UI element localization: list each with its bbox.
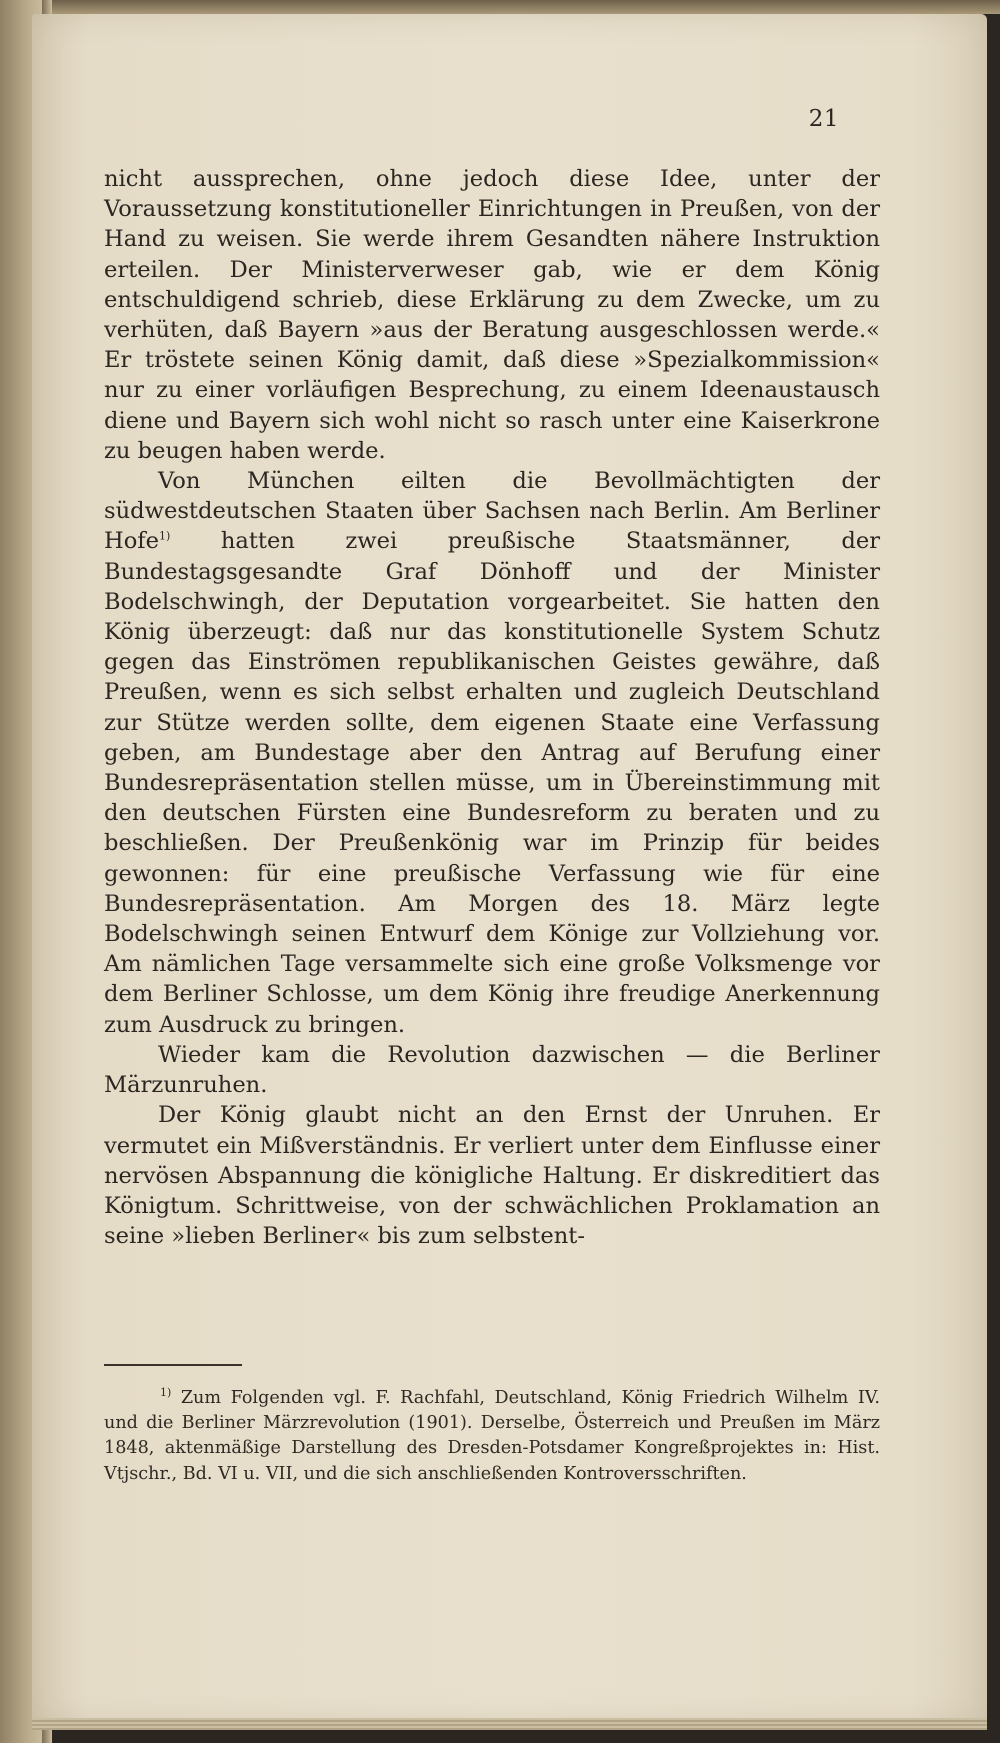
paragraph-2-start: Von München eilten die Bevollmächtigten der südwestdeutschen Staaten über Sachsen nach Berlin. Am Berliner Hofe bbox=[104, 468, 880, 555]
book-bottom-edge bbox=[32, 1718, 987, 1730]
footnote-marker: 1) bbox=[160, 1386, 172, 1400]
footnote-divider bbox=[104, 1364, 242, 1366]
footnote-text: Zum Folgenden vgl. F. Rachfahl, Deutschland, König Friedrich Wilhelm IV. und die Berliner Märzrevolution (1901). Derselbe, Österreich und Preußen im März 1848, aktenmäßige Darstellung des Dresden-Potsdamer Kongreßprojektes in: Hist. Vtjschr., Bd. VI u. VII, und die sich anschließenden Kontroversschriften. bbox=[104, 1388, 880, 1484]
paragraph-4: Der König glaubt nicht an den Ernst der Unruhen. Er vermutet ein Mißverständnis. Er verliert unter dem Einflusse einer nervösen Abspannung die königliche Haltung. Er diskreditiert das Königtum. Schrittweise, von der schwächlichen Proklamation an seine »lieben Berliner« bis zum selbstent- bbox=[104, 1102, 880, 1250]
footnote bbox=[104, 1386, 880, 1487]
paragraph-2-rest: hatten zwei preußische Staatsmänner, der Bundestagsgesandte Graf Dönhoff und der Minister Bodelschwingh, der Deputation vorgearbeitet. Sie hatten den König überzeugt: daß nur das konstitutionelle System Schutz gegen das Einströmen republikanischen Geistes gewähre, daß Preußen, wenn es sich selbst erhalten und zugleich Deutschland zur Stütze werden sollte, dem eigenen Staate eine Verfassung geben, am Bundestage aber den Antrag auf Berufung einer Bundesrepräsentation stellen müsse, um in Übereinstimmung mit den deutschen Fürsten eine Bundesreform zu beraten und zu beschließen. Der Preußenkönig war im Prinzip für beides gewonnen: für eine preußische Verfassung wie für eine Bundesrepräsentation. Am Morgen des 18. März legte Bodelschwingh seinen Entwurf dem Könige zur Vollziehung vor. Am nämlichen Tage versammelte sich eine große Volksmenge vor dem Berliner Schlosse, um dem König ihre freudige Anerkennung zum Ausdruck zu bringen. bbox=[104, 528, 880, 1038]
paragraph-3: Wieder kam die Revolution dazwischen — die Berliner Märzunruhen. bbox=[104, 1041, 880, 1099]
page-number: 21 bbox=[808, 106, 839, 132]
body-text bbox=[104, 164, 880, 1251]
book-top-edge bbox=[0, 0, 1000, 14]
footnote-reference: 1) bbox=[159, 529, 171, 543]
paragraph-1: nicht aussprechen, ohne jedoch diese Idee, unter der Voraussetzung konstitutioneller Einrichtungen in Preußen, von der Hand zu weisen. Sie werde ihrem Gesandten nähere Instruktion erteilen. Der Ministerverweser gab, wie er dem König entschuldigend schrieb, diese Erklärung zu dem Zwecke, um zu verhüten, daß Bayern »aus der Beratung ausgeschlossen werde.« Er tröstete seinen König damit, daß diese »Spezialkommission« nur zu einer vorläufigen Besprechung, zu einem Ideenaustausch diene und Bayern sich wohl nicht so rasch unter eine Kaiserkrone zu beugen haben werde. bbox=[104, 166, 880, 464]
book-page bbox=[32, 14, 987, 1724]
paragraph-2 bbox=[104, 466, 880, 1040]
